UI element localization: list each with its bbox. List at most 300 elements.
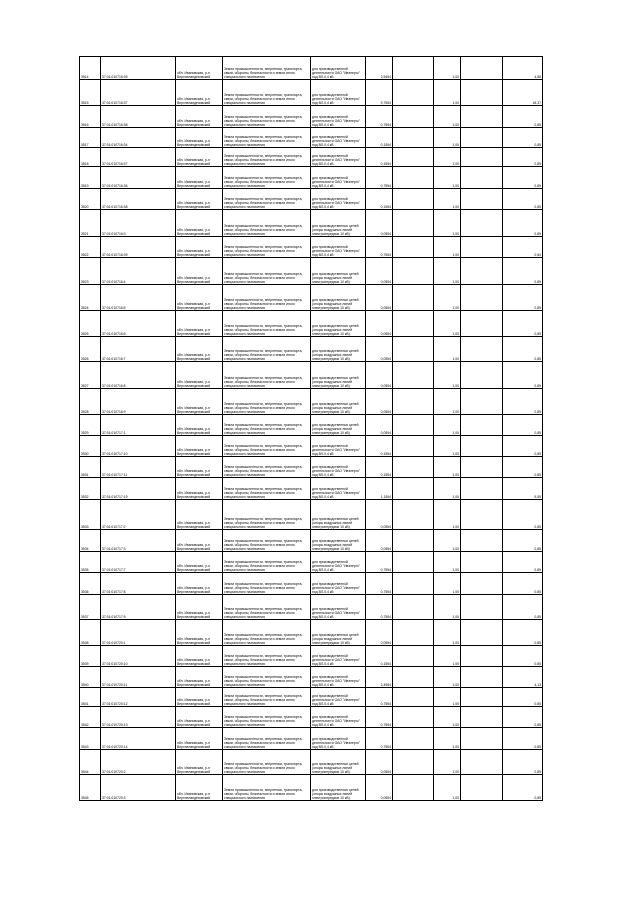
area-cell: 0,0554 bbox=[366, 415, 393, 436]
cadastral-number: 37:01:010716:38 bbox=[101, 106, 176, 128]
empty-cell bbox=[393, 415, 434, 436]
empty-cell bbox=[461, 106, 503, 128]
land-category-cell: Земли промышленности, энергетики, транспорта, связи, обороны, безопасности и земли иного специального назначения bbox=[223, 148, 311, 167]
empty-cell bbox=[461, 500, 503, 530]
empty-cell bbox=[461, 148, 503, 167]
address-cell: обл. Ивановская, р-н Верхнеландеховский bbox=[176, 436, 223, 457]
land-category-cell: Земли промышленности, энергетики, транспорта, связи, обороны, безопасности и земли иного специального назначения bbox=[223, 415, 311, 436]
cadastral-number: 37:01:010717:9 bbox=[101, 595, 176, 620]
value-cell: 0,85 bbox=[503, 775, 543, 801]
area-cell: 0,0554 bbox=[366, 285, 393, 311]
permitted-use-cell: для производственной деятельности ОАО "Ивэнерго" под ВЛ-0,4 кВ bbox=[311, 189, 366, 210]
area-cell: 0,7554 bbox=[366, 167, 393, 189]
permitted-use-cell: для производственной деятельности ОАО "Ивэнерго" под ВЛ-0,4 кВ bbox=[311, 595, 366, 620]
coefficient-cell: 1,00 bbox=[434, 775, 461, 801]
area-cell: 0,1554 bbox=[366, 148, 393, 167]
row-number: 3515 bbox=[80, 80, 101, 106]
land-category-cell: Земли промышленности, энергетики, транспорта, связи, обороны, безопасности и земли иного специального назначения bbox=[223, 688, 311, 707]
area-cell: 0,1554 bbox=[366, 457, 393, 478]
value-cell: 0,85 bbox=[503, 128, 543, 148]
row-number: 3531 bbox=[80, 457, 101, 478]
area-cell: 0,7554 bbox=[366, 573, 393, 595]
permitted-use-cell: для производственных целей (опоры воздушных линий электропередачи 10 кВ) bbox=[311, 530, 366, 552]
address-cell: обл. Ивановская, р-н Верхнеландеховский bbox=[176, 530, 223, 552]
empty-cell bbox=[461, 389, 503, 415]
land-category-cell: Земли промышленности, энергетики, транспорта, связи, обороны, безопасности и земли иного специального назначения bbox=[223, 478, 311, 500]
value-cell: 0,85 bbox=[503, 415, 543, 436]
cadastral-number: 37:01:010716:39 bbox=[101, 237, 176, 258]
value-cell: 0,85 bbox=[503, 552, 543, 573]
coefficient-cell: 1,00 bbox=[434, 415, 461, 436]
row-number: 3516 bbox=[80, 106, 101, 128]
table-row bbox=[80, 750, 543, 775]
land-category-cell: Земли промышленности, энергетики, транспорта, связи, обороны, безопасности и земли иного специального назначения bbox=[223, 457, 311, 478]
permitted-use-cell: для производственных целей (опоры воздушных линий электропередачи 10 кВ) bbox=[311, 750, 366, 775]
empty-cell bbox=[393, 728, 434, 750]
table-row bbox=[80, 148, 543, 167]
cadastral-number: 37:01:010716:36 bbox=[101, 167, 176, 189]
land-category-cell: Земли промышленности, энергетики, транспорта, связи, обороны, безопасности и земли иного специального назначения bbox=[223, 707, 311, 728]
address-cell: обл. Ивановская, р-н Верхнеландеховский bbox=[176, 128, 223, 148]
land-category-cell: Земли промышленности, энергетики, транспорта, связи, обороны, безопасности и земли иного специального назначения bbox=[223, 237, 311, 258]
area-cell: 0,0554 bbox=[366, 258, 393, 285]
empty-cell bbox=[461, 750, 503, 775]
area-cell: 0,0554 bbox=[366, 311, 393, 337]
empty-cell bbox=[461, 337, 503, 362]
cadastral-number: 37:01:010717:1 bbox=[101, 415, 176, 436]
table-row bbox=[80, 80, 543, 106]
permitted-use-cell: для производственной деятельности ОАО "Ивэнерго" под ВЛ-0,4 кВ bbox=[311, 573, 366, 595]
table-row bbox=[80, 646, 543, 667]
area-cell: 0,1554 bbox=[366, 189, 393, 210]
land-category-cell: Земли промышленности, энергетики, транспорта, связи, обороны, безопасности и земли иного специального назначения bbox=[223, 362, 311, 389]
coefficient-cell: 1,00 bbox=[434, 688, 461, 707]
area-cell: 0,0554 bbox=[366, 389, 393, 415]
land-category-cell: Земли промышленности, энергетики, транспорта, связи, обороны, безопасности и земли иного специального назначения bbox=[223, 389, 311, 415]
permitted-use-cell: для производственной деятельности ОАО "Ивэнерго" под ВЛ-0,4 кВ bbox=[311, 128, 366, 148]
coefficient-cell: 1,00 bbox=[434, 728, 461, 750]
coefficient-cell: 1,00 bbox=[434, 57, 461, 80]
empty-cell bbox=[393, 530, 434, 552]
empty-cell bbox=[461, 210, 503, 237]
cadastral-number: 37:01:010720:13 bbox=[101, 707, 176, 728]
cadastral-number: 37:01:010716:5 bbox=[101, 285, 176, 311]
empty-cell bbox=[393, 775, 434, 801]
empty-cell bbox=[393, 128, 434, 148]
empty-cell bbox=[461, 258, 503, 285]
empty-cell bbox=[461, 667, 503, 688]
cadastral-number: 37:01:010716:38 bbox=[101, 189, 176, 210]
table-row bbox=[80, 415, 543, 436]
coefficient-cell: 1,00 bbox=[434, 707, 461, 728]
address-cell: обл. Ивановская, р-н Верхнеландеховский bbox=[176, 285, 223, 311]
land-category-cell: Земли промышленности, энергетики, транспорта, связи, обороны, безопасности и земли иного специального назначения bbox=[223, 530, 311, 552]
table-row bbox=[80, 237, 543, 258]
empty-cell bbox=[461, 57, 503, 80]
permitted-use-cell: для производственной деятельности ОАО "Ивэнерго" под ВЛ-0,4 кВ bbox=[311, 80, 366, 106]
empty-cell bbox=[461, 707, 503, 728]
permitted-use-cell: для производственных целей (опоры воздушных линий электропередачи 10 кВ) bbox=[311, 415, 366, 436]
row-number: 3532 bbox=[80, 478, 101, 500]
land-category-cell: Земли промышленности, энергетики, транспорта, связи, обороны, безопасности и земли иного специального назначения bbox=[223, 552, 311, 573]
address-cell: обл. Ивановская, р-н Верхнеландеховский bbox=[176, 337, 223, 362]
table-row bbox=[80, 337, 543, 362]
value-cell: 0,85 bbox=[503, 189, 543, 210]
cadastral-number: 37:01:010716:6 bbox=[101, 311, 176, 337]
address-cell: обл. Ивановская, р-н Верхнеландеховский bbox=[176, 646, 223, 667]
area-cell: 0,1554 bbox=[366, 436, 393, 457]
empty-cell bbox=[461, 128, 503, 148]
empty-cell bbox=[461, 688, 503, 707]
permitted-use-cell: для производственных целей (опоры воздушных линий электропередачи 10 кВ) bbox=[311, 389, 366, 415]
empty-cell bbox=[461, 80, 503, 106]
empty-cell bbox=[393, 620, 434, 646]
cadastral-number: 37:01:010716:3 bbox=[101, 210, 176, 237]
permitted-use-cell: для производственной деятельности ОАО "Ивэнерго" под ВЛ-0,4 кВ bbox=[311, 646, 366, 667]
table-row bbox=[80, 620, 543, 646]
empty-cell bbox=[393, 436, 434, 457]
land-category-cell: Земли промышленности, энергетики, транспорта, связи, обороны, безопасности и земли иного специального назначения bbox=[223, 167, 311, 189]
empty-cell bbox=[393, 167, 434, 189]
value-cell: 0,85 bbox=[503, 389, 543, 415]
value-cell: 0,85 bbox=[503, 646, 543, 667]
empty-cell bbox=[461, 237, 503, 258]
row-number: 3518 bbox=[80, 148, 101, 167]
coefficient-cell: 1,00 bbox=[434, 646, 461, 667]
empty-cell bbox=[461, 457, 503, 478]
address-cell: обл. Ивановская, р-н Верхнеландеховский bbox=[176, 775, 223, 801]
permitted-use-cell: для производственных целей (опоры воздушных линий электропередачи 10 кВ) bbox=[311, 285, 366, 311]
coefficient-cell: 1,00 bbox=[434, 500, 461, 530]
value-cell: 0,85 bbox=[503, 337, 543, 362]
coefficient-cell: 1,00 bbox=[434, 389, 461, 415]
table-row bbox=[80, 688, 543, 707]
row-number: 3542 bbox=[80, 707, 101, 728]
permitted-use-cell: для производственных целей (опоры воздушных линий электропередачи 10 кВ) bbox=[311, 311, 366, 337]
coefficient-cell: 1,00 bbox=[434, 530, 461, 552]
row-number: 3525 bbox=[80, 311, 101, 337]
area-cell: 0,7554 bbox=[366, 688, 393, 707]
land-category-cell: Земли промышленности, энергетики, транспорта, связи, обороны, безопасности и земли иного специального назначения bbox=[223, 646, 311, 667]
coefficient-cell: 1,00 bbox=[434, 285, 461, 311]
empty-cell bbox=[393, 148, 434, 167]
coefficient-cell: 1,00 bbox=[434, 595, 461, 620]
empty-cell bbox=[461, 620, 503, 646]
table-row bbox=[80, 500, 543, 530]
coefficient-cell: 1,00 bbox=[434, 573, 461, 595]
value-cell: 9,55 bbox=[503, 478, 543, 500]
empty-cell bbox=[393, 311, 434, 337]
area-cell: 0,0554 bbox=[366, 210, 393, 237]
cadastral-number: 37:01:010716:9 bbox=[101, 389, 176, 415]
address-cell: обл. Ивановская, р-н Верхнеландеховский bbox=[176, 707, 223, 728]
permitted-use-cell: для производственной деятельности ОАО "Ивэнерго" под ВЛ-0,4 кВ bbox=[311, 552, 366, 573]
row-number: 3540 bbox=[80, 667, 101, 688]
permitted-use-cell: для производственной деятельности ОАО "Ивэнерго" под ВЛ-0,4 кВ bbox=[311, 667, 366, 688]
row-number: 3526 bbox=[80, 337, 101, 362]
value-cell: 0,85 bbox=[503, 707, 543, 728]
area-cell: 0,7554 bbox=[366, 595, 393, 620]
row-number: 3533 bbox=[80, 500, 101, 530]
row-number: 3514 bbox=[80, 57, 101, 80]
area-cell: 0,0554 bbox=[366, 750, 393, 775]
area-cell: 9,7554 bbox=[366, 80, 393, 106]
row-number: 3536 bbox=[80, 573, 101, 595]
table-row bbox=[80, 389, 543, 415]
value-cell: 0,85 bbox=[503, 362, 543, 389]
address-cell: обл. Ивановская, р-н Верхнеландеховский bbox=[176, 57, 223, 80]
table-row bbox=[80, 530, 543, 552]
empty-cell bbox=[461, 311, 503, 337]
coefficient-cell: 1,00 bbox=[434, 750, 461, 775]
empty-cell bbox=[393, 646, 434, 667]
cadastral-number: 37:01:010717:3 bbox=[101, 530, 176, 552]
row-number: 3539 bbox=[80, 646, 101, 667]
cadastral-number: 37:01:010716:34 bbox=[101, 128, 176, 148]
empty-cell bbox=[393, 500, 434, 530]
land-category-cell: Земли промышленности, энергетики, транспорта, связи, обороны, безопасности и земли иного специального назначения bbox=[223, 285, 311, 311]
empty-cell bbox=[393, 57, 434, 80]
value-cell: 0,85 bbox=[503, 573, 543, 595]
empty-cell bbox=[393, 478, 434, 500]
address-cell: обл. Ивановская, р-н Верхнеландеховский bbox=[176, 595, 223, 620]
value-cell: 0,85 bbox=[503, 595, 543, 620]
empty-cell bbox=[393, 457, 434, 478]
table-row bbox=[80, 707, 543, 728]
table-row bbox=[80, 106, 543, 128]
area-cell: 2,4554 bbox=[366, 667, 393, 688]
area-cell: 2,5454 bbox=[366, 57, 393, 80]
land-category-cell: Земли промышленности, энергетики, транспорта, связи, обороны, безопасности и земли иного специального назначения bbox=[223, 573, 311, 595]
table-row bbox=[80, 573, 543, 595]
value-cell: 0,85 bbox=[503, 285, 543, 311]
value-cell: 0,85 bbox=[503, 210, 543, 237]
area-cell: 0,0554 bbox=[366, 337, 393, 362]
area-cell: 0,0554 bbox=[366, 500, 393, 530]
cadastral-number: 37:01:010720:10 bbox=[101, 646, 176, 667]
cadastral-number: 37:01:010720:14 bbox=[101, 728, 176, 750]
empty-cell bbox=[461, 478, 503, 500]
land-category-cell: Земли промышленности, энергетики, транспорта, связи, обороны, безопасности и земли иного специального назначения bbox=[223, 189, 311, 210]
land-category-cell: Земли промышленности, энергетики, транспорта, связи, обороны, безопасности и земли иного специального назначения bbox=[223, 311, 311, 337]
address-cell: обл. Ивановская, р-н Верхнеландеховский bbox=[176, 573, 223, 595]
cadastral-number: 37:01:010716:35 bbox=[101, 57, 176, 80]
empty-cell bbox=[393, 258, 434, 285]
empty-cell bbox=[461, 436, 503, 457]
cadastral-number: 37:01:010720:12 bbox=[101, 688, 176, 707]
address-cell: обл. Ивановская, р-н Верхнеландеховский bbox=[176, 478, 223, 500]
cadastral-register-table bbox=[79, 56, 543, 801]
cadastral-number: 37:01:010717:19 bbox=[101, 478, 176, 500]
value-cell: 18,37 bbox=[503, 80, 543, 106]
permitted-use-cell: для производственной деятельности ОАО "Ивэнерго" под ВЛ-0,4 кВ bbox=[311, 707, 366, 728]
address-cell: обл. Ивановская, р-н Верхнеландеховский bbox=[176, 210, 223, 237]
row-number: 3530 bbox=[80, 436, 101, 457]
row-number: 3543 bbox=[80, 728, 101, 750]
permitted-use-cell: для производственных целей (опоры воздушных линий электропередачи 10 кВ) bbox=[311, 362, 366, 389]
table-row bbox=[80, 667, 543, 688]
address-cell: обл. Ивановская, р-н Верхнеландеховский bbox=[176, 728, 223, 750]
value-cell: 0,85 bbox=[503, 258, 543, 285]
empty-cell bbox=[393, 573, 434, 595]
cadastral-number: 37:01:010716:4 bbox=[101, 258, 176, 285]
cadastral-number: 37:01:010720:3 bbox=[101, 775, 176, 801]
empty-cell bbox=[461, 362, 503, 389]
land-category-cell: Земли промышленности, энергетики, транспорта, связи, обороны, безопасности и земли иного специального назначения bbox=[223, 128, 311, 148]
permitted-use-cell: для производственной деятельности ОАО "Ивэнерго" под ВЛ-0,4 кВ bbox=[311, 457, 366, 478]
value-cell: 4,13 bbox=[503, 667, 543, 688]
coefficient-cell: 1,00 bbox=[434, 210, 461, 237]
land-category-cell: Земли промышленности, энергетики, транспорта, связи, обороны, безопасности и земли иного специального назначения bbox=[223, 595, 311, 620]
empty-cell bbox=[393, 552, 434, 573]
value-cell: 0,85 bbox=[503, 688, 543, 707]
land-category-cell: Земли промышленности, энергетики, транспорта, связи, обороны, безопасности и земли иного специального назначения bbox=[223, 258, 311, 285]
permitted-use-cell: для производственных целей (опоры воздушных линий электропередачи 10 кВ) bbox=[311, 500, 366, 530]
permitted-use-cell: для производственной деятельности ОАО "Ивэнерго" под ВЛ-0,4 кВ bbox=[311, 436, 366, 457]
empty-cell bbox=[393, 106, 434, 128]
address-cell: обл. Ивановская, р-н Верхнеландеховский bbox=[176, 620, 223, 646]
address-cell: обл. Ивановская, р-н Верхнеландеховский bbox=[176, 106, 223, 128]
value-cell: 0,85 bbox=[503, 311, 543, 337]
table-row bbox=[80, 436, 543, 457]
land-category-cell: Земли промышленности, энергетики, транспорта, связи, обороны, безопасности и земли иного специального назначения bbox=[223, 436, 311, 457]
land-category-cell: Земли промышленности, энергетики, транспорта, связи, обороны, безопасности и земли иного специального назначения bbox=[223, 210, 311, 237]
cadastral-number: 37:01:010717:10 bbox=[101, 436, 176, 457]
table-row bbox=[80, 595, 543, 620]
cadastral-number: 37:01:010716:37 bbox=[101, 80, 176, 106]
coefficient-cell: 1,00 bbox=[434, 128, 461, 148]
row-number: 3527 bbox=[80, 362, 101, 389]
coefficient-cell: 1,00 bbox=[434, 311, 461, 337]
value-cell: 0,85 bbox=[503, 457, 543, 478]
table-row bbox=[80, 478, 543, 500]
cadastral-number: 37:01:010716:37 bbox=[101, 148, 176, 167]
empty-cell bbox=[393, 750, 434, 775]
address-cell: обл. Ивановская, р-н Верхнеландеховский bbox=[176, 389, 223, 415]
permitted-use-cell: для производственных целей (опоры воздушных линий электропередачи 10 кВ) bbox=[311, 620, 366, 646]
empty-cell bbox=[393, 595, 434, 620]
address-cell: обл. Ивановская, р-н Верхнеландеховский bbox=[176, 750, 223, 775]
row-number: 3524 bbox=[80, 285, 101, 311]
table-row bbox=[80, 728, 543, 750]
row-number: 3545 bbox=[80, 775, 101, 801]
value-cell: 0,85 bbox=[503, 500, 543, 530]
cadastral-number: 37:01:010717:11 bbox=[101, 457, 176, 478]
permitted-use-cell: для производственных целей (опоры воздушных линий электропередачи 10 кВ) bbox=[311, 775, 366, 801]
table-row bbox=[80, 167, 543, 189]
permitted-use-cell: для производственных целей (опоры воздушных линий электропередачи 10 кВ) bbox=[311, 258, 366, 285]
empty-cell bbox=[393, 667, 434, 688]
permitted-use-cell: для производственной деятельности ОАО "Ивэнерго" под ВЛ-0,4 кВ bbox=[311, 167, 366, 189]
row-number: 3537 bbox=[80, 595, 101, 620]
row-number: 3541 bbox=[80, 688, 101, 707]
address-cell: обл. Ивановская, р-н Верхнеландеховский bbox=[176, 80, 223, 106]
coefficient-cell: 1,00 bbox=[434, 620, 461, 646]
row-number: 3517 bbox=[80, 128, 101, 148]
address-cell: обл. Ивановская, р-н Верхнеландеховский bbox=[176, 362, 223, 389]
permitted-use-cell: для производственной деятельности ОАО "Ивэнерго" под ВЛ-0,4 кВ bbox=[311, 237, 366, 258]
land-category-cell: Земли промышленности, энергетики, транспорта, связи, обороны, безопасности и земли иного специального назначения bbox=[223, 728, 311, 750]
empty-cell bbox=[393, 80, 434, 106]
empty-cell bbox=[461, 167, 503, 189]
table-row bbox=[80, 57, 543, 80]
value-cell: 0,85 bbox=[503, 530, 543, 552]
coefficient-cell: 1,00 bbox=[434, 457, 461, 478]
empty-cell bbox=[393, 707, 434, 728]
address-cell: обл. Ивановская, р-н Верхнеландеховский bbox=[176, 500, 223, 530]
coefficient-cell: 1,00 bbox=[434, 106, 461, 128]
row-number: 3519 bbox=[80, 167, 101, 189]
row-number: 3534 bbox=[80, 530, 101, 552]
value-cell: 0,85 bbox=[503, 167, 543, 189]
address-cell: обл. Ивановская, р-н Верхнеландеховский bbox=[176, 237, 223, 258]
cadastral-number: 37:01:010720:2 bbox=[101, 750, 176, 775]
value-cell: 0,85 bbox=[503, 750, 543, 775]
table-row bbox=[80, 189, 543, 210]
coefficient-cell: 1,00 bbox=[434, 552, 461, 573]
permitted-use-cell: для производственной деятельности ОАО "Ивэнерго" под ВЛ-0,4 кВ bbox=[311, 688, 366, 707]
address-cell: обл. Ивановская, р-н Верхнеландеховский bbox=[176, 457, 223, 478]
land-category-cell: Земли промышленности, энергетики, транспорта, связи, обороны, безопасности и земли иного специального назначения bbox=[223, 57, 311, 80]
coefficient-cell: 1,00 bbox=[434, 667, 461, 688]
area-cell: 0,7554 bbox=[366, 707, 393, 728]
empty-cell bbox=[393, 362, 434, 389]
coefficient-cell: 1,00 bbox=[434, 436, 461, 457]
coefficient-cell: 1,00 bbox=[434, 258, 461, 285]
address-cell: обл. Ивановская, р-н Верхнеландеховский bbox=[176, 258, 223, 285]
coefficient-cell: 1,00 bbox=[434, 148, 461, 167]
land-category-cell: Земли промышленности, энергетики, транспорта, связи, обороны, безопасности и земли иного специального назначения bbox=[223, 500, 311, 530]
address-cell: обл. Ивановская, р-н Верхнеландеховский bbox=[176, 148, 223, 167]
table-row bbox=[80, 285, 543, 311]
address-cell: обл. Ивановская, р-н Верхнеландеховский bbox=[176, 667, 223, 688]
row-number: 3520 bbox=[80, 189, 101, 210]
land-category-cell: Земли промышленности, энергетики, транспорта, связи, обороны, безопасности и земли иного специального назначения bbox=[223, 620, 311, 646]
empty-cell bbox=[461, 775, 503, 801]
empty-cell bbox=[393, 189, 434, 210]
row-number: 3523 bbox=[80, 258, 101, 285]
coefficient-cell: 1,00 bbox=[434, 337, 461, 362]
empty-cell bbox=[393, 237, 434, 258]
empty-cell bbox=[461, 285, 503, 311]
land-category-cell: Земли промышленности, энергетики, транспорта, связи, обороны, безопасности и земли иного специального назначения bbox=[223, 750, 311, 775]
value-cell: 0,85 bbox=[503, 620, 543, 646]
coefficient-cell: 1,00 bbox=[434, 189, 461, 210]
address-cell: обл. Ивановская, р-н Верхнеландеховский bbox=[176, 189, 223, 210]
value-cell: 0,85 bbox=[503, 728, 543, 750]
address-cell: обл. Ивановская, р-н Верхнеландеховский bbox=[176, 311, 223, 337]
area-cell: 0,7554 bbox=[366, 728, 393, 750]
coefficient-cell: 1,00 bbox=[434, 362, 461, 389]
address-cell: обл. Ивановская, р-н Верхнеландеховский bbox=[176, 688, 223, 707]
empty-cell bbox=[461, 728, 503, 750]
land-category-cell: Земли промышленности, энергетики, транспорта, связи, обороны, безопасности и земли иного специального назначения bbox=[223, 775, 311, 801]
coefficient-cell: 1,00 bbox=[434, 478, 461, 500]
row-number: 3535 bbox=[80, 552, 101, 573]
area-cell: 0,1554 bbox=[366, 128, 393, 148]
permitted-use-cell: для производственных целей (опоры воздушных линий электропередачи 10 кВ) bbox=[311, 337, 366, 362]
coefficient-cell: 1,00 bbox=[434, 167, 461, 189]
value-cell: 0,85 bbox=[503, 148, 543, 167]
row-number: 3528 bbox=[80, 389, 101, 415]
empty-cell bbox=[393, 688, 434, 707]
empty-cell bbox=[393, 210, 434, 237]
cadastral-number: 37:01:010717:2 bbox=[101, 500, 176, 530]
cadastral-number: 37:01:010720:11 bbox=[101, 667, 176, 688]
empty-cell bbox=[461, 573, 503, 595]
permitted-use-cell: для производственной деятельности ОАО "Ивэнерго" под ВЛ-0,4 кВ bbox=[311, 478, 366, 500]
value-cell: 4,86 bbox=[503, 57, 543, 80]
